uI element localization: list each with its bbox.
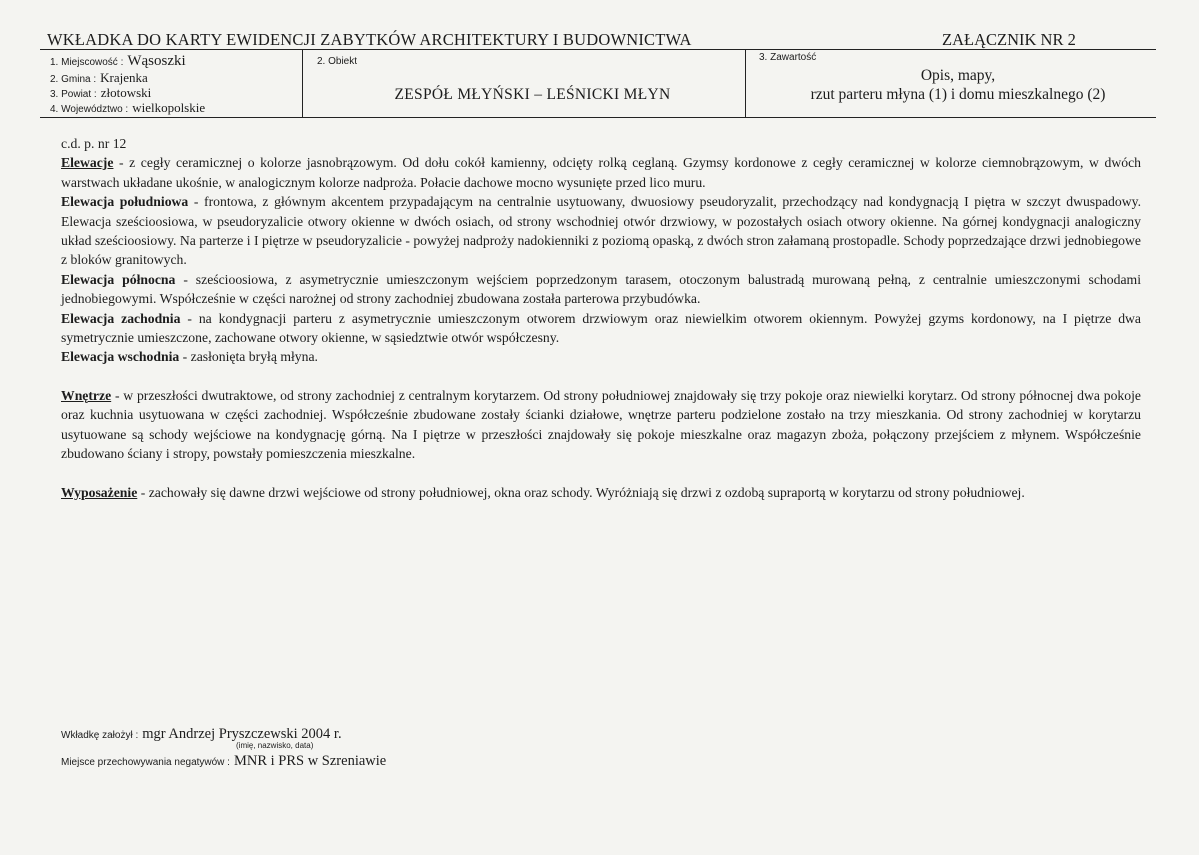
district-label: 3. Powiat : [50,89,97,100]
paragraph-north-facade [61,270,1141,309]
contents-line-2: rzut parteru młyna (1) i domu mieszkalnego (2) [810,86,1106,103]
contents-line-1: Opis, mapy, [920,67,996,84]
paragraph-facades [61,153,1141,192]
district-value: złotowski [100,85,152,100]
author-value: mgr Andrzej Pryszczewski 2004 r. [142,726,342,742]
paragraph-furnishings [61,483,1141,502]
east-facade-heading: Elewacja wschodnia [61,349,180,365]
description-body [61,134,1141,502]
paragraph-south-facade [61,192,1141,270]
interior-heading: Wnętrze [61,387,112,403]
object-value: ZESPÓŁ MŁYŃSKI – LEŚNICKI MŁYN [394,86,671,103]
west-facade-heading: Elewacja zachodnia [61,310,181,326]
district-field [50,85,151,101]
north-facade-heading: Elewacja północna [61,271,176,287]
commune-label: 2. Gmina : [50,74,97,85]
object-label: 2. Obiekt [317,56,358,67]
north-facade-text: - sześcioosiowa, z asymetrycznie umieszczonym wejściem poprzedzonym tarasem, otoczonym balustradą murowaną pełną, z centralnie umieszczonymi schodami jednobiegowymi. Współcześnie w części narożnej od strony zachodniej zbudowana została parterowa przybudówka. [61,271,1141,307]
voivodeship-field [50,100,205,116]
column-divider-1 [302,49,303,117]
paragraph-west-facade [61,309,1141,348]
contents-label: 3. Zawartość [759,52,817,63]
furnishings-text: - zachowały się dawne drzwi wejściowe od strony południowej, okna oraz schody. Wyróżniają się drzwi z ozdobą supraportą w korytarzu od strony południowej. [137,484,1025,500]
negatives-label: Miejsce przechowywania negatywów : [61,757,230,768]
paragraph-interior [61,386,1141,464]
author-label: Wkładkę założył : [61,730,139,741]
locality-field [50,53,186,69]
negatives-line [61,752,386,770]
locality-value: Wąsoszki [127,53,186,69]
voivodeship-label: 4. Województwo : [50,104,129,115]
interior-text: - w przeszłości dwutraktowe, od strony zachodniej z centralnym korytarzem. Od strony południowej znajdowały się trzy pokoje oraz niewielki korytarz. Od strony północnej dwa pokoje oraz kuchnia usytuowana w części zachodniej. Współcześnie zbudowane zostały ścianki działowe, wnętrze parteru podzielone zostało na trzy mieszkania. Od strony zachodniej w korytarzu usytuowane są schody wejściowe na kondygnację górną. Na I piętrze w przeszłości znajdowały się pokoje mieszkalne oraz magazyn zboża, połączony przejściem z młynem. Współcześnie zbudowano ściany i stropy, powstały pomieszczenia mieszkalne. [61,387,1141,462]
facades-heading: Elewacje [61,155,114,171]
locality-label: 1. Miejscowość : [50,57,124,68]
negatives-value: MNR i PRS w Szreniawie [233,753,387,769]
south-facade-heading: Elewacja południowa [61,194,189,210]
west-facade-text: - na kondygnacji parteru z asymetrycznie umieszczonym otworem drzwiowym oraz niewielkim otworem okiennym. Powyżej gzyms kordonowy, na I piętrze dwa symetrycznie umieszczone, zachowane otwory okienne, w sąsiedztwie otwór współczesny. [61,310,1141,346]
author-note: (imię, nazwisko, data) [236,741,314,750]
facades-text: - z cegły ceramicznej o kolorze jasnobrązowym. Od dołu cokół kamienny, odcięty rolką ceglaną. Gzymsy kordonowe z cegły ceramicznej w kolorze ciemnobrązowym, w dwóch warstwach układane ukośnie, w analogicznym kolorze nadproża. Połacie dachowe mocno wysunięte przed lico muru. [61,155,1141,190]
south-facade-text: - frontowa, z głównym akcentem przypadającym na centralnie usytuowany, dwuosiowy pseudoryzalit, przechodzący nad kondygnacją I piętra w szczyt dwuspadowy. Elewacja sześcioosiowa, w pseudoryzalicie otwory okienne w dwóch osiach, od strony wschodniej otwór drzwiowy, w pozostałych osiach otwory okienne. Na górnej kondygnacji analogiczny układ sześcioosiowy. Na parterze i I piętrze w pseudoryzalicie - powyżej nadproży nadokienniki z poziomą opaską, z dwóch stron załamaną prostopadle. Schody poprzedzające drzwi jednobiegowe z bloków granitowych. [61,194,1141,268]
annex-number: ZAŁĄCZNIK NR 2 [942,30,1076,49]
header-top-rule [40,49,1156,50]
east-facade-text: - zasłonięta bryłą młyna. [179,349,318,365]
commune-value: Krajenka [100,70,148,85]
paragraph-east-facade [61,347,1141,366]
header-bottom-rule [40,117,1156,118]
document-title: WKŁADKA DO KARTY EWIDENCJI ZABYTKÓW ARCHITEKTURY I BUDOWNICTWA [47,30,692,49]
furnishings-heading: Wyposażenie [61,484,138,500]
continuation-note: c.d. p. nr 12 [61,136,127,151]
voivodeship-value: wielkopolskie [132,100,206,115]
column-divider-2 [745,49,746,117]
